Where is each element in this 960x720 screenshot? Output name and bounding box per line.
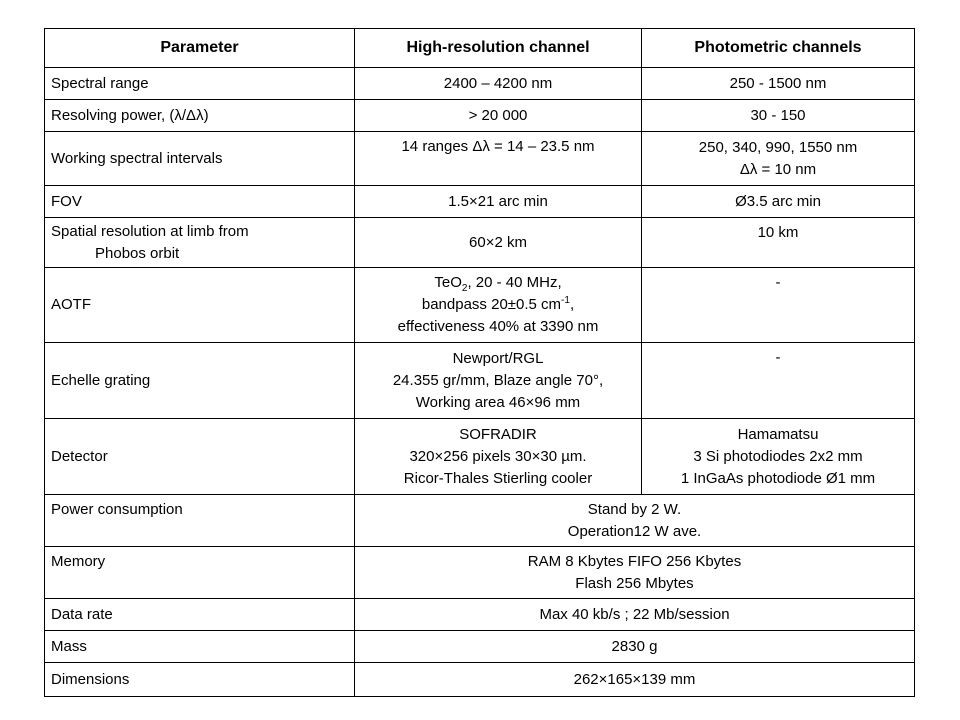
merged-value: 262×165×139 mm (355, 663, 915, 697)
merged-line: Operation12 W ave. (567, 522, 702, 540)
photometric-value: 30 - 150 (642, 100, 915, 132)
photometric-line: 250, 340, 990, 1550 nm (698, 138, 858, 156)
merged-value (355, 495, 915, 547)
row-label: Detector (45, 419, 355, 495)
row-label (45, 218, 355, 268)
photometric-line: 3 Si photodiodes 2x2 mm (693, 447, 863, 465)
photometric-line: 1 InGaAs photodiode Ø1 mm (680, 469, 876, 487)
header-photometric: Photometric channels (642, 29, 915, 68)
photometric-value: - (642, 268, 915, 343)
table-row (45, 100, 915, 132)
merged-line: Flash 256 Mbytes (575, 574, 694, 592)
aotf-bandpass: bandpass 20±0.5 cm (421, 296, 562, 313)
row-label: Spectral range (45, 68, 355, 100)
table-row (45, 547, 915, 599)
header-parameter: Parameter (45, 29, 355, 68)
photometric-value (642, 419, 915, 495)
row-label: Working spectral intervals (45, 132, 355, 186)
merged-line: Stand by 2 W. (587, 500, 682, 518)
row-label-line: Spatial resolution at limb from (51, 222, 249, 240)
aotf-frequency: , 20 - 40 MHz, (467, 274, 562, 291)
high-res-line: Working area 46×96 mm (415, 393, 581, 411)
high-res-line: Newport/RGL (452, 349, 544, 367)
table-row (45, 631, 915, 663)
high-res-line: Ricor-Thales Stierling cooler (403, 469, 593, 487)
merged-value: 2830 g (355, 631, 915, 663)
photometric-value: - (642, 343, 915, 419)
high-res-value: 60×2 km (355, 218, 642, 268)
high-res-value: 14 ranges Δλ = 14 – 23.5 nm (355, 132, 642, 186)
photometric-line: Hamamatsu (737, 425, 819, 443)
table-row (45, 663, 915, 697)
photometric-value: Ø3.5 arc min (642, 186, 915, 218)
photometric-value (642, 132, 915, 186)
merged-line: RAM 8 Kbytes FIFO 256 Kbytes (527, 552, 742, 570)
header-row (45, 29, 915, 68)
photometric-value: 250 - 1500 nm (642, 68, 915, 100)
row-label: Power consumption (45, 495, 355, 547)
table-row (45, 68, 915, 100)
aotf-subscript: 2 (461, 283, 468, 294)
high-res-line (361, 272, 635, 294)
aotf-superscript: -1 (561, 295, 570, 306)
table-row (45, 218, 915, 268)
specifications-table (44, 28, 915, 697)
row-label-line: Phobos orbit (95, 244, 180, 262)
aotf-comma: , (569, 296, 575, 313)
high-res-line: 24.355 gr/mm, Blaze angle 70°, (392, 371, 604, 389)
row-label: Resolving power, (λ/Δλ) (45, 100, 355, 132)
row-label: AOTF (45, 268, 355, 343)
row-label: Dimensions (45, 663, 355, 697)
high-res-value (355, 343, 642, 419)
high-res-line: 320×256 pixels 30×30 µm. (409, 447, 587, 465)
photometric-line: Δλ = 10 nm (739, 160, 817, 178)
table-row (45, 419, 915, 495)
high-res-value: 2400 – 4200 nm (355, 68, 642, 100)
table-row (45, 268, 915, 343)
high-res-line: effectiveness 40% at 3390 nm (397, 318, 599, 335)
table-row (45, 186, 915, 218)
photometric-value: 10 km (642, 218, 915, 268)
high-res-line: SOFRADIR (459, 425, 537, 443)
high-res-value: 1.5×21 arc min (355, 186, 642, 218)
row-label: FOV (45, 186, 355, 218)
table-row (45, 343, 915, 419)
row-label: Mass (45, 631, 355, 663)
table-row (45, 599, 915, 631)
high-res-value (355, 268, 642, 343)
row-label: Memory (45, 547, 355, 599)
table-row (45, 132, 915, 186)
table-row (45, 495, 915, 547)
high-res-line (361, 294, 635, 316)
merged-value: Max 40 kb/s ; 22 Mb/session (355, 599, 915, 631)
high-res-value (355, 419, 642, 495)
aotf-material: TeO (434, 274, 462, 291)
merged-value (355, 547, 915, 599)
header-high-resolution: High-resolution channel (355, 29, 642, 68)
high-res-value: > 20 000 (355, 100, 642, 132)
row-label: Data rate (45, 599, 355, 631)
row-label: Echelle grating (45, 343, 355, 419)
